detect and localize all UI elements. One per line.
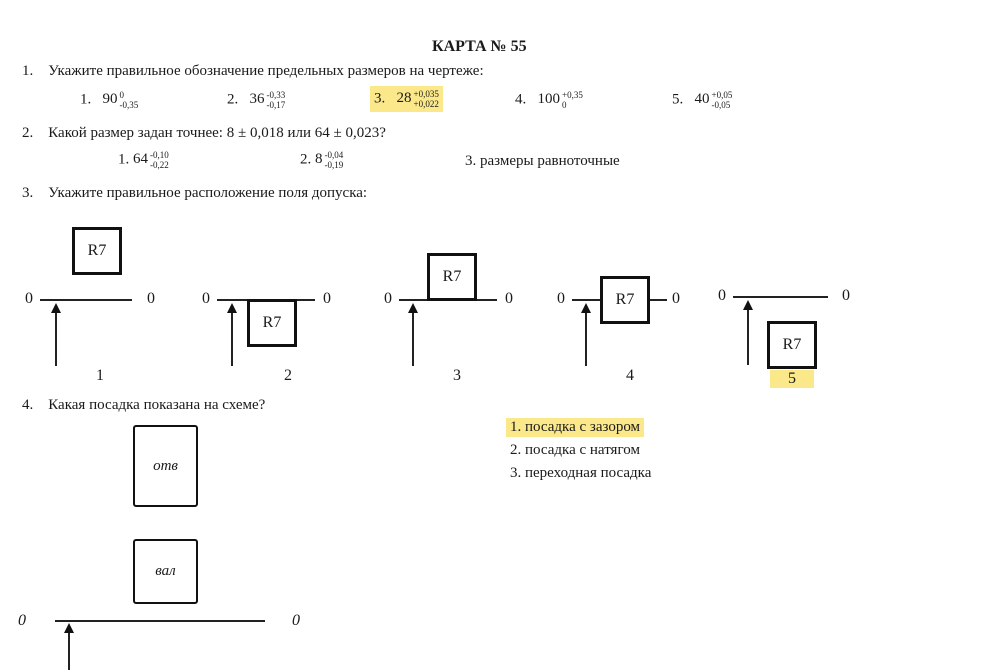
tolerance-box-4-label: R7 — [615, 291, 635, 308]
diagram-label-5-highlighted: 5 — [770, 370, 814, 388]
question-1 — [22, 63, 484, 80]
diagram-label-1: 1 — [96, 367, 104, 384]
arrow-shaft-5 — [747, 309, 749, 365]
fit-arrow-head — [64, 623, 74, 633]
q1-option-4-base: 100 — [537, 91, 560, 108]
q2-option-2-lower: -0,19 — [324, 160, 344, 170]
question-4-text: Какая посадка показана на схеме? — [48, 397, 266, 413]
q2-option-1-upper: -0,10 — [150, 150, 169, 160]
q2-option-3[interactable]: 3. размеры равноточные — [465, 153, 620, 169]
zero-line-1 — [40, 299, 132, 301]
arrow-head-1 — [51, 303, 61, 313]
zero-right-3: 0 — [505, 290, 513, 307]
q2-option-1[interactable] — [118, 150, 169, 170]
tolerance-box-1-label: R7 — [87, 242, 107, 259]
q2-option-1-number: 1. — [118, 151, 130, 168]
q1-option-3-lower: +0,022 — [413, 99, 439, 109]
q1-option-5[interactable] — [672, 90, 732, 110]
q1-option-2[interactable] — [227, 90, 285, 110]
question-1-text: Укажите правильное обозначение предельных размеров на чертеже: — [48, 63, 484, 79]
q1-option-5-lower: -0,05 — [711, 100, 731, 110]
tolerance-box-3-label: R7 — [442, 268, 462, 285]
q1-option-5-base: 40 — [694, 91, 710, 108]
q1-option-2-upper: -0,33 — [266, 90, 286, 100]
q2-option-1-lower: -0,22 — [150, 160, 169, 170]
q2-option-2-base: 8 — [315, 151, 323, 168]
shaft-label: вал — [155, 563, 176, 579]
tolerance-box-3 — [427, 253, 477, 301]
zero-right-4: 0 — [672, 290, 680, 307]
q2-option-2[interactable] — [300, 150, 343, 170]
zero-left-5: 0 — [718, 287, 726, 304]
arrow-head-4 — [581, 303, 591, 313]
zero-right-2: 0 — [323, 290, 331, 307]
diagram-label-2: 2 — [284, 367, 292, 384]
shaft-box — [133, 539, 198, 604]
arrow-head-5 — [743, 300, 753, 310]
diagram-label-3: 3 — [453, 367, 461, 384]
q2-option-1-base: 64 — [133, 151, 148, 168]
q1-option-1-base: 90 — [102, 91, 118, 108]
q1-option-1-number: 1. — [80, 91, 92, 108]
q1-option-2-base: 36 — [249, 91, 265, 108]
question-3 — [22, 185, 367, 202]
q1-option-3-number: 3. — [374, 90, 386, 107]
arrow-head-2 — [227, 303, 237, 313]
q1-option-2-number: 2. — [227, 91, 239, 108]
q1-option-4-upper: +0,35 — [562, 90, 583, 100]
tolerance-box-5 — [767, 321, 817, 369]
q1-option-1-lower: -0,35 — [119, 100, 139, 110]
question-1-number: 1. — [22, 63, 34, 79]
zero-right-5: 0 — [842, 287, 850, 304]
tolerance-box-2-label: R7 — [262, 314, 282, 331]
q1-option-3-upper: +0,035 — [413, 89, 439, 99]
tolerance-box-2 — [247, 299, 297, 347]
q1-option-2-lower: -0,17 — [266, 100, 286, 110]
page-title: КАРТА № 55 — [432, 38, 527, 55]
q1-option-5-number: 5. — [672, 91, 684, 108]
question-2-number: 2. — [22, 125, 34, 141]
arrow-head-3 — [408, 303, 418, 313]
q1-option-3-base: 28 — [396, 90, 412, 107]
q1-option-4[interactable] — [515, 90, 583, 110]
q1-option-3-highlighted[interactable] — [370, 86, 443, 112]
tolerance-box-4 — [600, 276, 650, 324]
q4-option-2[interactable]: 2. посадка с натягом — [510, 442, 640, 458]
arrow-shaft-1 — [55, 312, 57, 366]
q1-option-4-number: 4. — [515, 91, 527, 108]
fit-arrow-shaft — [68, 632, 70, 670]
diagram-label-4: 4 — [626, 367, 634, 384]
q4-option-1-highlighted[interactable]: 1. посадка с зазором — [506, 418, 644, 437]
tolerance-box-5-label: R7 — [782, 336, 802, 353]
zero-left-2: 0 — [202, 290, 210, 307]
fit-zero-right: 0 — [292, 612, 300, 629]
q1-option-4-lower: 0 — [562, 100, 567, 110]
question-2-text: Какой размер задан точнее: 8 ± 0,018 или 64 ± 0,023? — [48, 125, 386, 141]
hole-label: отв — [153, 457, 178, 474]
q1-option-1-upper: 0 — [119, 90, 124, 100]
q1-option-5-upper: +0,05 — [711, 90, 733, 100]
arrow-shaft-3 — [412, 312, 414, 366]
question-3-text: Укажите правильное расположение поля допуска: — [48, 185, 368, 201]
zero-left-3: 0 — [384, 290, 392, 307]
q2-option-2-upper: -0,04 — [324, 150, 344, 160]
fit-zero-line — [55, 620, 265, 622]
arrow-shaft-4 — [585, 312, 587, 366]
fit-zero-left: 0 — [18, 612, 26, 629]
tolerance-box-1 — [72, 227, 122, 275]
question-4 — [22, 397, 265, 414]
zero-right-1: 0 — [147, 290, 155, 307]
zero-left-4: 0 — [557, 290, 565, 307]
q2-option-2-number: 2. — [300, 151, 312, 168]
zero-left-1: 0 — [25, 290, 33, 307]
question-3-number: 3. — [22, 185, 34, 201]
arrow-shaft-2 — [231, 312, 233, 366]
zero-line-5 — [733, 296, 828, 298]
q4-option-3[interactable]: 3. переходная посадка — [510, 465, 652, 481]
hole-box — [133, 425, 198, 507]
question-4-number: 4. — [22, 397, 34, 413]
q1-option-1[interactable] — [80, 90, 138, 110]
question-2 — [22, 125, 386, 142]
